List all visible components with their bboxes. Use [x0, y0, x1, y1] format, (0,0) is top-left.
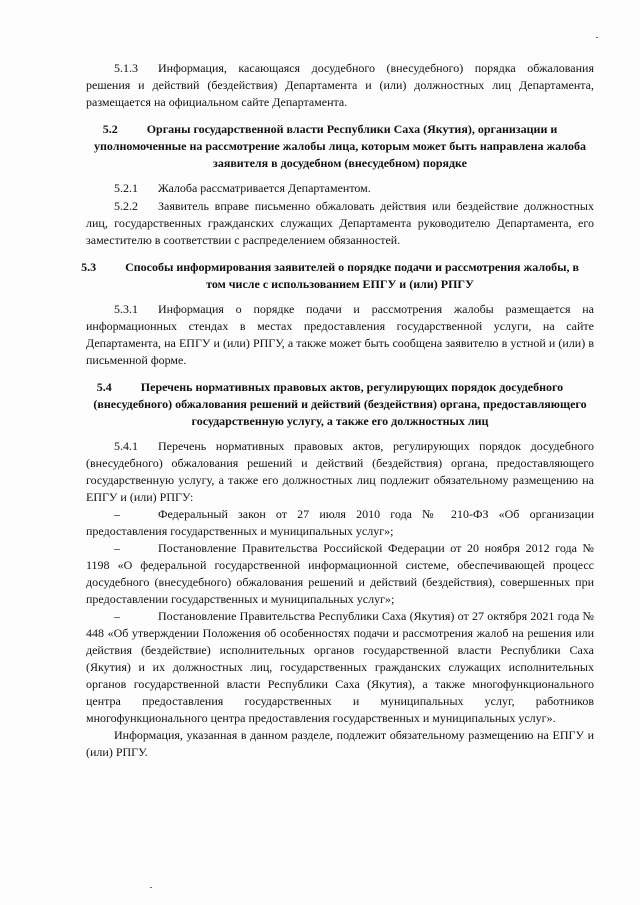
paragraph-text: Заявитель вправе письменно обжаловать действия или бездействие должностных лиц, государственных гражданских служащих Департамента руководителю Департамента, его заместителю в соответствии с распределением обязанностей.: [86, 199, 594, 247]
paragraph-5-1-3: [86, 60, 594, 111]
heading-5-2: [86, 121, 594, 172]
paragraph-5-4-1: [86, 438, 594, 506]
paragraph-text: Жалоба рассматривается Департаментом.: [158, 181, 371, 195]
paragraph-text: Информация, указанная в данном разделе, подлежит обязательному размещению на ЕПГУ и (или) РПГУ.: [86, 728, 594, 759]
paragraph-number: 5.4.1: [114, 439, 138, 453]
heading-number: 5.4: [96, 380, 112, 394]
heading-text: Способы информирования заявителей о порядке подачи и рассмотрения жалобы, в том числе с использованием ЕПГУ и (или) РПГУ: [125, 260, 579, 291]
paragraph-number: 5.2.2: [114, 199, 138, 213]
list-item-rf-resolution: [86, 540, 594, 608]
scan-speck: [596, 37, 598, 38]
paragraph-5-3-1: [86, 301, 594, 369]
heading-number: 5.2: [102, 122, 118, 136]
paragraph-number: 5.3.1: [114, 302, 138, 316]
heading-number: 5.3: [81, 260, 97, 274]
paragraph-number: 5.1.3: [114, 61, 138, 75]
dash-marker: –: [114, 507, 120, 521]
paragraph-5-2-1: [86, 180, 594, 197]
paragraph-5-2-2: [86, 198, 594, 249]
list-item-text: Постановление Правительства Российской Федерации от 20 ноября 2012 года № 1198 «О федеральной государственной информационной системе, обеспечивающей процесс досудебного (внесудебного) обжалования решений и действий (бездействия), совершенных при предоставлении государственных и муниципальных услуг»;: [86, 541, 594, 606]
paragraph-text: Информация, касающаяся досудебного (внесудебного) порядка обжалования решения и действий (бездействия) Департамента и (или) должностных лиц Департамента, размещается на официальном сайте Департамента.: [86, 61, 594, 109]
scan-speck: [150, 887, 152, 888]
document-body: [81, 60, 594, 761]
heading-5-4: [86, 379, 594, 430]
heading-text: Перечень нормативных правовых актов, регулирующих порядок досудебного (внесудебного) обжалования решений и действий (бездействия) органа, предоставляющего государственную услугу, а также его должностных лиц: [93, 380, 587, 428]
list-item-text: Постановление Правительства Республики Саха (Якутия) от 27 октября 2021 года № 448 «Об утверждении Положения об особенностях подачи и рассмотрения жалоб на решения или действия (бездействие) исполнительных органов государственной власти Республики Саха (Якутия) и их должностных лиц, государственных гражданских служащих исполнительных органов государственной власти Республики Саха (Якутия), а также многофункционального центра предоставления государственных и муниципальных услуг, работников многофункционального центра предоставления государственных и муниципальных услуг».: [86, 609, 594, 725]
paragraph-text: Перечень нормативных правовых актов, регулирующих порядок досудебного (внесудебного) обжалования решений и действий (бездействия) органа, предоставляющего государственную услугу, а также его должностных лиц подлежит обязательному размещению на ЕПГУ и (или) РПГУ:: [86, 439, 594, 504]
list-item-yakutia-resolution: [86, 608, 594, 727]
paragraph-number: 5.2.1: [114, 181, 138, 195]
heading-text: Органы государственной власти Республики Саха (Якутия), организации и уполномоченные на рассмотрение жалобы лица, которым может быть направлена жалоба заявителя в досудебном (внесудебном) порядке: [93, 122, 587, 170]
paragraph-text: Информация о порядке подачи и рассмотрения жалобы размещается на информационных стендах в местах предоставления государственной услуги, на сайте Департамента, на ЕПГУ и (или) РПГУ, а также может быть сообщена заявителю в устной и (или) в письменной форме.: [86, 302, 594, 367]
heading-5-3: [81, 259, 594, 293]
list-item-federal-law: [86, 506, 594, 540]
list-item-text: Федеральный закон от 27 июля 2010 года № 210-ФЗ «Об организации предоставления государственных и муниципальных услуг»;: [86, 507, 594, 538]
dash-marker: –: [114, 609, 120, 623]
dash-marker: –: [114, 541, 120, 555]
paragraph-closing: [86, 727, 594, 761]
